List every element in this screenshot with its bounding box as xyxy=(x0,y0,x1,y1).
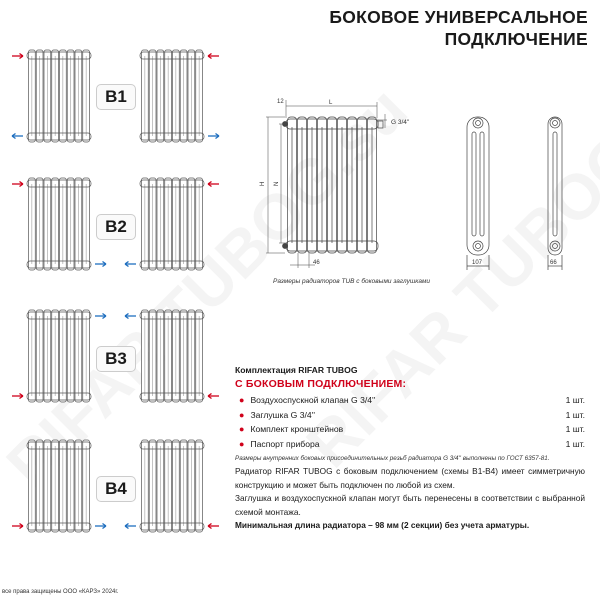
plug-icon xyxy=(378,121,383,128)
description-p1: Радиатор RIFAR TUBOG с боковым подключением (схемы В1-В4) имеет симметричную конструкцию и может быть подключен по любой из схем. xyxy=(235,466,585,490)
list-item xyxy=(235,408,585,423)
list-item xyxy=(235,437,585,452)
section xyxy=(308,117,317,253)
drawing-caption: Размеры радиаторов TUB с боковыми заглушками xyxy=(273,278,431,285)
radiator-b2-right xyxy=(140,178,204,270)
kit-item-qty: 1 шт. xyxy=(565,438,585,449)
bullet-icon: ● xyxy=(239,395,245,406)
title-line-2: ПОДКЛЮЧЕНИЕ xyxy=(444,29,588,49)
list-item xyxy=(235,393,585,408)
radiator-b3-right xyxy=(140,310,204,402)
scheme-label-b1: B1 xyxy=(96,84,136,110)
kit-item-qty: 1 шт. xyxy=(565,409,585,420)
return-arrow-icon xyxy=(208,134,219,139)
kit-section xyxy=(235,365,585,462)
return-arrow-icon xyxy=(125,524,136,529)
list-item xyxy=(235,422,585,437)
kit-item-name: Воздухоспускной клапан G 3/4'' xyxy=(250,395,376,406)
page-title xyxy=(329,6,588,50)
section xyxy=(328,117,337,253)
kit-subheading: С БОКОВЫМ ПОДКЛЮЧЕНИЕМ: xyxy=(235,378,407,390)
bullet-icon: ● xyxy=(239,424,245,435)
return-arrow-icon xyxy=(12,134,23,139)
top-collector xyxy=(286,119,378,129)
section xyxy=(358,117,367,253)
valve-icon xyxy=(283,122,288,127)
supply-arrow-icon xyxy=(12,182,23,187)
radiator-b1-left xyxy=(27,50,91,142)
radiator-b4-left xyxy=(27,440,91,532)
radiator-b4-right xyxy=(140,440,204,532)
bottom-collector xyxy=(286,241,378,251)
return-arrow-icon xyxy=(125,262,136,267)
scheme-label-b2: B2 xyxy=(96,214,136,240)
kit-item-qty: 1 шт. xyxy=(565,395,585,406)
description-p2: Заглушка и воздухоспускной клапан могут быть перенесены в соответствии с выбранной схемой монтажа. xyxy=(235,493,585,517)
supply-arrow-icon xyxy=(208,182,219,187)
radiator-b2-left xyxy=(27,178,91,270)
dim-length: L xyxy=(329,100,333,106)
return-arrow-icon xyxy=(95,524,106,529)
section xyxy=(368,117,377,253)
dim-height: H xyxy=(260,181,266,186)
supply-arrow-icon xyxy=(12,54,23,59)
section xyxy=(338,117,347,253)
radiator-b1-right xyxy=(140,50,204,142)
dim-center: N xyxy=(274,181,280,186)
kit-item-qty: 1 шт. xyxy=(565,424,585,435)
section xyxy=(288,117,297,253)
return-arrow-icon xyxy=(125,314,136,319)
description-p3: Минимальная длина радиатора – 98 мм (2 секции) без учета арматуры. xyxy=(235,520,530,530)
dim-depth-3col: 107 xyxy=(472,260,483,266)
kit-item-name: Комплект кронштейнов xyxy=(250,424,344,435)
dim-section: 46 xyxy=(313,260,320,266)
section xyxy=(348,117,357,253)
supply-arrow-icon xyxy=(208,394,219,399)
dim-thread: G 3/4'' xyxy=(391,119,410,126)
kit-item-name: Паспорт прибора xyxy=(250,438,320,449)
plug-icon xyxy=(283,244,288,249)
supply-arrow-icon xyxy=(12,524,23,529)
scheme-label-b4: B4 xyxy=(96,476,136,502)
description xyxy=(235,465,585,533)
radiator-b3-left xyxy=(27,310,91,402)
bullet-icon: ● xyxy=(239,409,245,420)
scheme-label-b3: B3 xyxy=(96,346,136,372)
kit-note: Размеры внутренних боковых присоединительных резьб радиатора G 3/4'' выполнены по ГОСТ 6357-81. xyxy=(235,455,550,462)
supply-arrow-icon xyxy=(12,394,23,399)
kit-item-name: Заглушка G 3/4'' xyxy=(250,409,315,420)
title-line-1: БОКОВОЕ УНИВЕРСАЛЬНОЕ xyxy=(329,7,588,27)
return-arrow-icon xyxy=(95,314,106,319)
supply-arrow-icon xyxy=(208,524,219,529)
dim-depth-2col: 66 xyxy=(550,260,557,266)
section xyxy=(298,117,307,253)
section xyxy=(318,117,327,253)
bullet-icon: ● xyxy=(239,438,245,449)
return-arrow-icon xyxy=(95,262,106,267)
kit-heading: Комплектация RIFAR TUBOG xyxy=(235,365,358,375)
supply-arrow-icon xyxy=(208,54,219,59)
dim-offset: 12 xyxy=(277,99,284,105)
copyright: все права защищены ООО «КАРЗ» 2024г. xyxy=(2,589,119,595)
